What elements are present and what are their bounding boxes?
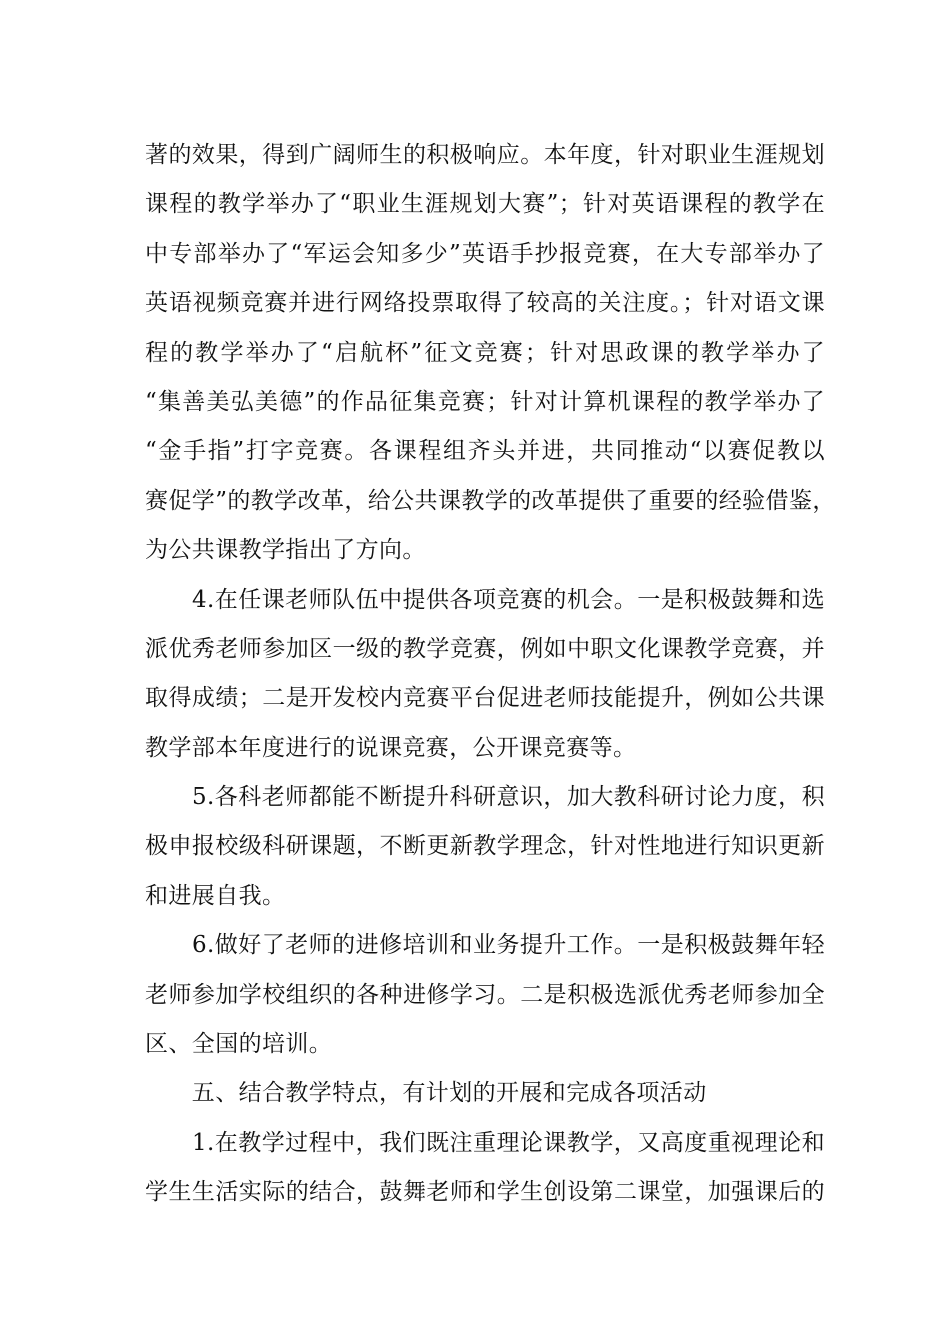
text-line: 为公共课教学指出了方向。 (145, 537, 426, 564)
text-line: 英语视频竞赛并进行网络投票取得了较高的关注度。；针对语文课 (145, 290, 825, 317)
text-line: 和进展自我。 (145, 882, 286, 909)
text-line: 赛促学”的教学改革，给公共课教学的改革提供了重要的经验借鉴， (145, 487, 836, 514)
text-line: 课程的教学举办了“职业生涯规划大赛”；针对英语课程的教学在 (145, 191, 825, 218)
text-line: 区、全国的培训。 (145, 1031, 333, 1058)
text-line: 派优秀老师参加区一级的教学竞赛，例如中职文化课教学竞赛，并 (145, 635, 825, 662)
text-line: 中专部举办了“军运会知多少”英语手抄报竞赛，在大专部举办了 (145, 240, 825, 267)
text-line: 4.在任课老师队伍中提供各项竞赛的机会。一是积极鼓舞和选 (145, 586, 825, 613)
section-heading: 五、结合教学特点，有计划的开展和完成各项活动 (145, 1080, 707, 1107)
text-line: 极申报校级科研课题，不断更新教学理念，针对性地进行知识更新 (145, 833, 825, 860)
text-line: 教学部本年度进行的说课竞赛，公开课竞赛等。 (145, 734, 637, 761)
text-line: 著的效果，得到广阔师生的积极响应。本年度，针对职业生涯规划 (145, 142, 825, 168)
body-text (145, 131, 836, 1218)
text-line: 取得成绩；二是开发校内竞赛平台促进老师技能提升，例如公共课 (145, 685, 825, 712)
text-line: 学生生活实际的结合，鼓舞老师和学生创设第二课堂，加强课后的 (145, 1179, 825, 1206)
text-line: 老师参加学校组织的各种进修学习。二是积极选派优秀老师参加全 (145, 981, 825, 1008)
text-line: 程的教学举办了“启航杯”征文竞赛；针对思政课的教学举办了 (145, 339, 825, 366)
text-line: 6.做好了老师的进修培训和业务提升工作。一是积极鼓舞年轻 (145, 932, 825, 959)
text-line: “金手指”打字竞赛。各课程组齐头并进，共同推动“以赛促教以 (145, 438, 825, 465)
text-line: 5.各科老师都能不断提升科研意识，加大教科研讨论力度，积 (145, 784, 825, 811)
text-line: 1.在教学过程中，我们既注重理论课教学，又高度重视理论和 (145, 1129, 825, 1156)
text-line: “集善美弘美德”的作品征集竞赛；针对计算机课程的教学举办了 (145, 388, 825, 415)
